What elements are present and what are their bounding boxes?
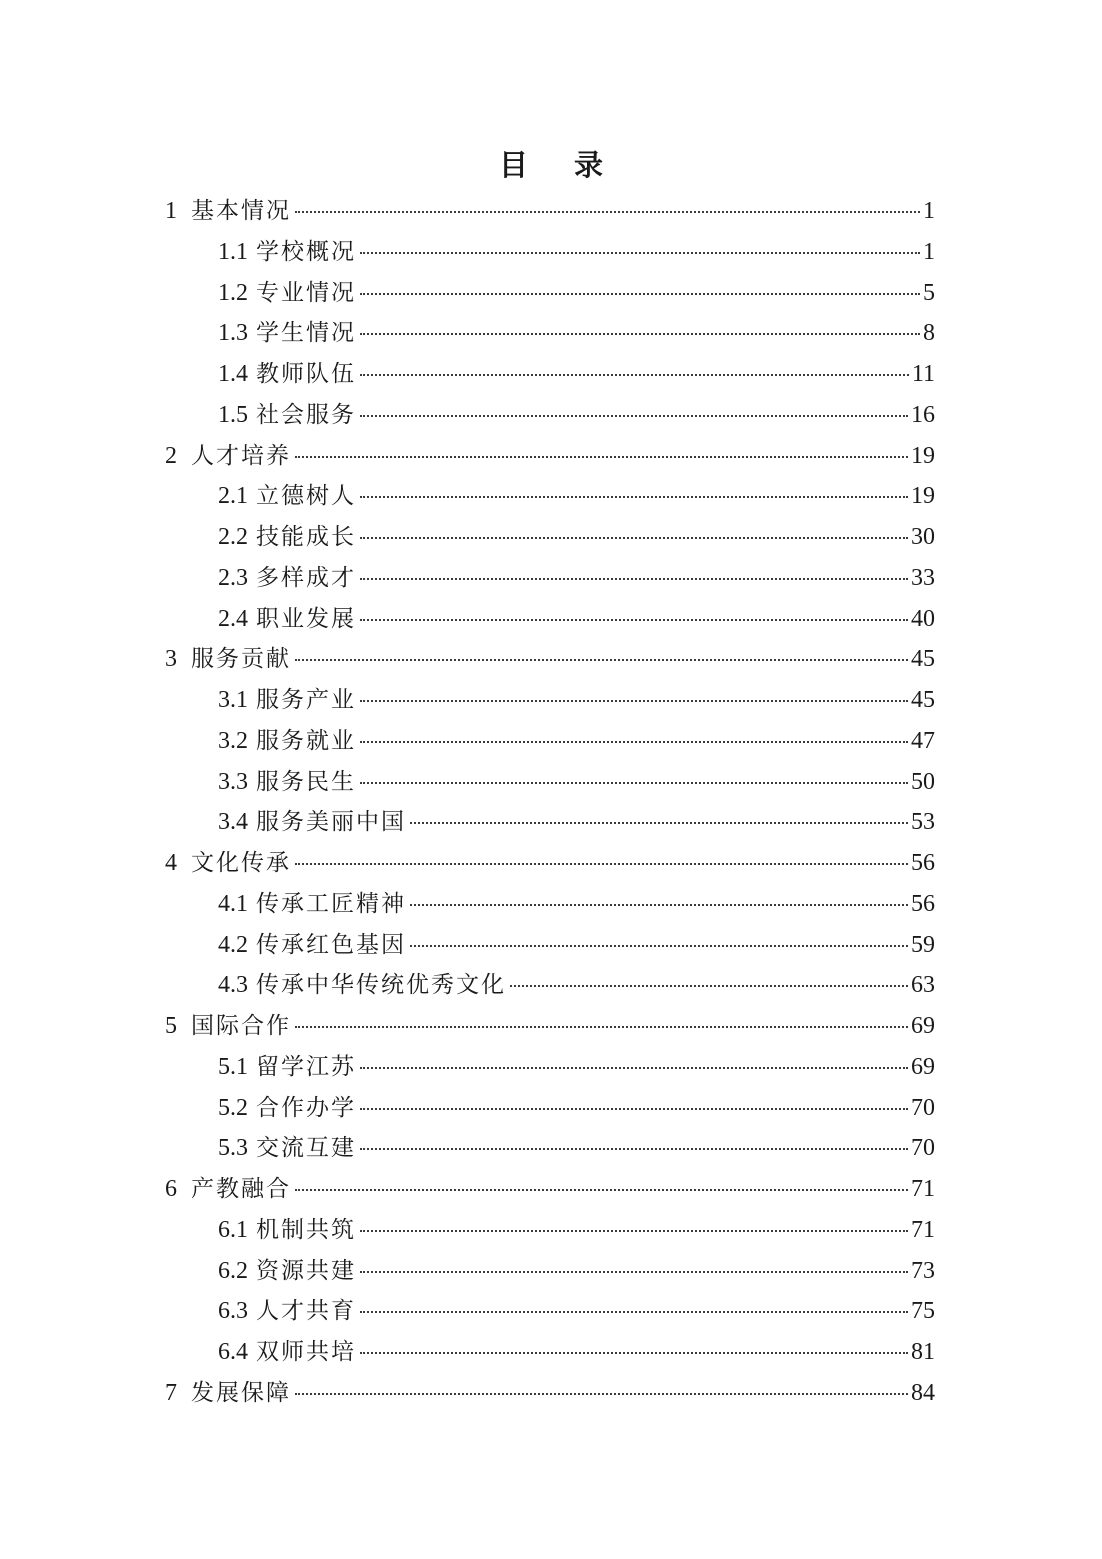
toc-section-entry[interactable] — [165, 273, 935, 314]
toc-entry-number: 2.1 — [218, 483, 248, 510]
toc-entry-number: 1.3 — [218, 320, 248, 347]
toc-entry-number: 6.1 — [218, 1216, 248, 1243]
toc-page-number: 19 — [911, 483, 935, 510]
toc-dot-leader — [360, 782, 908, 784]
toc-dot-leader — [295, 1393, 908, 1395]
toc-entry-title: 服务民生 — [256, 768, 356, 795]
toc-page-number: 71 — [911, 1176, 935, 1202]
toc-dot-leader — [295, 1026, 908, 1028]
toc-section-entry[interactable] — [165, 232, 935, 273]
toc-dot-leader — [360, 252, 920, 254]
toc-page-number: 1 — [923, 198, 935, 224]
toc-dot-leader — [360, 496, 908, 498]
toc-entry-title: 服务就业 — [256, 727, 356, 754]
toc-entry-number: 5.1 — [218, 1053, 248, 1080]
toc-section-entry[interactable] — [165, 802, 935, 843]
toc-page-number: 8 — [923, 320, 935, 347]
toc-section-entry[interactable] — [165, 1047, 935, 1088]
toc-page-number: 71 — [911, 1216, 935, 1243]
toc-entry-number: 4.1 — [218, 890, 248, 917]
toc-dot-leader — [410, 904, 908, 906]
toc-section-entry[interactable] — [165, 1332, 935, 1373]
toc-page-number: 1 — [923, 238, 935, 265]
toc-entry-title: 资源共建 — [256, 1257, 356, 1284]
toc-page-number: 73 — [911, 1257, 935, 1284]
toc-page-number: 40 — [911, 605, 935, 632]
toc-section-entry[interactable] — [165, 1128, 935, 1169]
toc-dot-leader — [360, 1230, 908, 1232]
toc-entry-title: 留学江苏 — [256, 1053, 356, 1080]
toc-entry-number: 3.3 — [218, 768, 248, 795]
toc-dot-leader — [295, 211, 920, 213]
toc-entry-title: 发展保障 — [191, 1379, 291, 1406]
toc-entry-number: 1.1 — [218, 238, 248, 265]
toc-section-entry[interactable] — [165, 884, 935, 925]
toc-page-number: 33 — [911, 564, 935, 591]
toc-page-number: 47 — [911, 727, 935, 754]
toc-dot-leader — [360, 1108, 908, 1110]
toc-section-entry[interactable] — [165, 721, 935, 762]
toc-dot-leader — [360, 374, 909, 376]
toc-dot-leader — [295, 659, 908, 661]
toc-section-entry[interactable] — [165, 1251, 935, 1292]
toc-entry-title: 教师队伍 — [256, 361, 356, 387]
toc-dot-leader — [360, 700, 908, 702]
toc-entry-number: 5 — [165, 1013, 177, 1039]
toc-dot-leader — [360, 1148, 908, 1150]
toc-entry-number: 1.5 — [218, 401, 248, 428]
toc-section-entry[interactable] — [165, 762, 935, 803]
toc-section-entry[interactable] — [165, 354, 935, 395]
toc-page-number: 75 — [911, 1298, 935, 1325]
toc-entry-title: 立德树人 — [256, 483, 356, 510]
toc-entry-number: 4 — [165, 850, 177, 876]
toc-page-number: 70 — [911, 1135, 935, 1162]
toc-entry-number: 5.2 — [218, 1094, 248, 1121]
toc-dot-leader — [360, 415, 908, 417]
toc-dot-leader — [360, 537, 908, 539]
toc-entry-title: 服务贡献 — [191, 646, 291, 673]
toc-entry-number: 3.2 — [218, 727, 248, 754]
toc-entry-number: 1.4 — [218, 361, 248, 387]
toc-entry-number: 2.2 — [218, 524, 248, 550]
toc-chapter-entry[interactable] — [165, 436, 935, 477]
toc-chapter-entry[interactable] — [165, 639, 935, 680]
toc-entry-number: 3 — [165, 646, 177, 673]
toc-page-number: 5 — [923, 279, 935, 306]
toc-page-number: 59 — [911, 931, 935, 958]
toc-section-entry[interactable] — [165, 476, 935, 517]
toc-dot-leader — [360, 333, 920, 335]
toc-dot-leader — [360, 578, 908, 580]
toc-dot-leader — [360, 293, 920, 295]
toc-entry-number: 4.2 — [218, 931, 248, 958]
toc-entry-title: 国际合作 — [191, 1013, 291, 1039]
toc-entry-number: 1.2 — [218, 279, 248, 306]
toc-entry-number: 2.4 — [218, 605, 248, 632]
toc-entry-title: 学校概况 — [256, 238, 356, 265]
toc-page-number: 69 — [911, 1053, 935, 1080]
toc-dot-leader — [295, 456, 908, 458]
toc-list — [165, 191, 935, 1414]
toc-chapter-entry[interactable] — [165, 1169, 935, 1210]
toc-entry-number: 2.3 — [218, 564, 248, 591]
toc-page-number: 11 — [911, 361, 935, 387]
toc-entry-title: 合作办学 — [256, 1094, 356, 1121]
toc-entry-title: 文化传承 — [191, 850, 291, 876]
toc-chapter-entry[interactable] — [165, 843, 935, 884]
toc-entry-title: 多样成才 — [256, 564, 356, 591]
toc-entry-title: 交流互建 — [256, 1135, 356, 1162]
toc-dot-leader — [410, 822, 908, 824]
toc-dot-leader — [295, 863, 908, 865]
toc-page-number: 56 — [911, 890, 935, 917]
toc-entry-title: 传承中华传统优秀文化 — [256, 972, 506, 999]
toc-section-entry[interactable] — [165, 965, 935, 1006]
toc-dot-leader — [360, 1311, 908, 1313]
toc-dot-leader — [295, 1189, 908, 1191]
toc-entry-number: 6 — [165, 1176, 177, 1202]
toc-entry-number: 1 — [165, 198, 177, 224]
toc-page-number: 69 — [911, 1013, 935, 1039]
toc-entry-title: 机制共筑 — [256, 1216, 356, 1243]
toc-chapter-entry[interactable] — [165, 1373, 935, 1414]
toc-page-number: 53 — [911, 809, 935, 836]
toc-section-entry[interactable] — [165, 517, 935, 558]
toc-page-number: 45 — [911, 646, 935, 673]
toc-entry-title: 双师共培 — [256, 1339, 356, 1365]
toc-entry-title: 人才培养 — [191, 442, 291, 469]
toc-section-entry[interactable] — [165, 925, 935, 966]
toc-section-entry[interactable] — [165, 599, 935, 640]
toc-entry-title: 职业发展 — [256, 605, 356, 632]
toc-entry-title: 专业情况 — [256, 279, 356, 306]
toc-chapter-entry[interactable] — [165, 191, 935, 232]
toc-chapter-entry[interactable] — [165, 1006, 935, 1047]
toc-section-entry[interactable] — [165, 395, 935, 436]
toc-entry-number: 3.1 — [218, 687, 248, 713]
toc-entry-title: 传承红色基因 — [256, 931, 406, 958]
toc-entry-title: 学生情况 — [256, 320, 356, 347]
toc-dot-leader — [510, 985, 908, 987]
toc-page-number: 45 — [911, 687, 935, 713]
toc-entry-title: 产教融合 — [191, 1176, 291, 1202]
toc-entry-number: 7 — [165, 1379, 177, 1406]
toc-entry-number: 3.4 — [218, 809, 248, 836]
toc-entry-title: 传承工匠精神 — [256, 890, 406, 917]
toc-section-entry[interactable] — [165, 1088, 935, 1129]
toc-page-number: 56 — [911, 850, 935, 876]
toc-section-entry[interactable] — [165, 558, 935, 599]
toc-page-number: 16 — [911, 401, 935, 428]
toc-dot-leader — [360, 1352, 908, 1354]
toc-entry-title: 社会服务 — [256, 401, 356, 428]
toc-dot-leader — [360, 1271, 908, 1273]
toc-section-entry[interactable] — [165, 680, 935, 721]
toc-dot-leader — [360, 619, 908, 621]
toc-section-entry[interactable] — [165, 313, 935, 354]
toc-entry-number: 5.3 — [218, 1135, 248, 1162]
toc-entry-number: 6.3 — [218, 1298, 248, 1325]
toc-entry-title: 服务美丽中国 — [256, 809, 406, 836]
toc-page-number: 19 — [911, 442, 935, 469]
toc-entry-title: 服务产业 — [256, 687, 356, 713]
toc-page-number: 81 — [911, 1339, 935, 1365]
toc-dot-leader — [360, 741, 908, 743]
toc-page-number: 50 — [911, 768, 935, 795]
toc-entry-title: 人才共育 — [256, 1298, 356, 1325]
toc-entry-title: 技能成长 — [256, 524, 356, 550]
toc-page-number: 70 — [911, 1094, 935, 1121]
toc-dot-leader — [360, 1067, 908, 1069]
toc-entry-number: 6.2 — [218, 1257, 248, 1284]
toc-entry-number: 4.3 — [218, 972, 248, 999]
toc-page-number: 84 — [911, 1379, 935, 1406]
toc-page-number: 63 — [911, 972, 935, 999]
toc-section-entry[interactable] — [165, 1210, 935, 1251]
toc-section-entry[interactable] — [165, 1291, 935, 1332]
toc-entry-number: 6.4 — [218, 1339, 248, 1365]
toc-entry-number: 2 — [165, 442, 177, 469]
toc-title: 目 录 — [498, 148, 622, 182]
toc-dot-leader — [410, 945, 908, 947]
toc-entry-title: 基本情况 — [191, 198, 291, 224]
toc-page-number: 30 — [911, 524, 935, 550]
